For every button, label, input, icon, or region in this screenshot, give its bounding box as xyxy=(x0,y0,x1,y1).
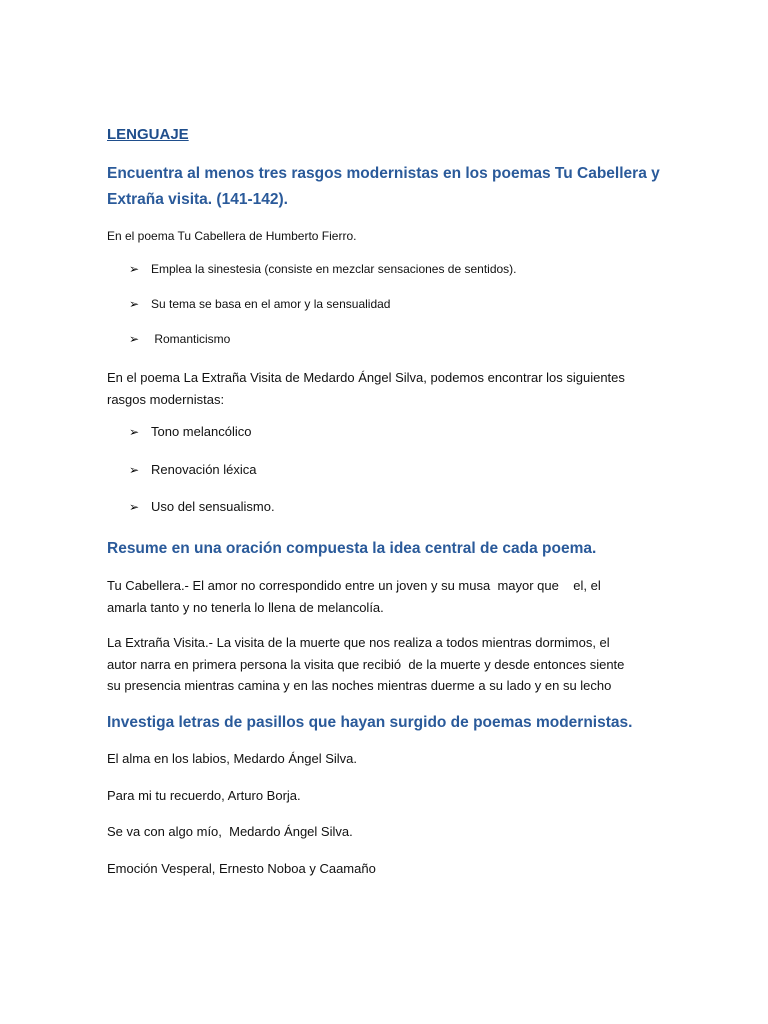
bullet-item xyxy=(129,332,230,346)
section1-heading xyxy=(107,161,667,213)
p2-line1: La Extraña Visita.- La visita de la muerte que nos realiza a todos mientras dormimos, el xyxy=(107,635,610,650)
p2-line2: autor narra en primera persona la visita que recibió de la muerte y desde entonces siente xyxy=(107,656,625,672)
bullet-text: Emplea la sinestesia (consiste en mezclar sensaciones de sentidos). xyxy=(151,262,517,276)
bullet-item xyxy=(129,262,517,276)
section1-intro1: En el poema Tu Cabellera de Humberto Fierro. xyxy=(107,229,357,243)
section2-paragraph1 xyxy=(107,575,667,618)
pasillo-item: Para mi tu recuerdo, Arturo Borja. xyxy=(107,788,301,803)
section1-heading-line2: Extraña visita. (141-142). xyxy=(107,191,288,208)
bullet-text: Uso del sensualismo. xyxy=(151,499,275,514)
pasillo-item: Emoción Vesperal, Ernesto Noboa y Caamaño xyxy=(107,861,376,876)
section2-heading: Resume en una oración compuesta la idea central de cada poema. xyxy=(107,540,597,557)
section1-intro2 xyxy=(107,367,667,410)
bullet-text: Romanticismo xyxy=(151,332,231,346)
arrow-bullet-icon: ➢ xyxy=(129,463,140,477)
p1-line2: amarla tanto y no tenerla lo llena de melancolía. xyxy=(107,599,384,615)
p1-line1: Tu Cabellera.- El amor no correspondido entre un joven y su musa mayor que el, el xyxy=(107,578,601,593)
section2-paragraph2 xyxy=(107,632,667,697)
bullet-text: Renovación léxica xyxy=(151,462,257,477)
arrow-bullet-icon: ➢ xyxy=(129,500,140,514)
section1-heading-line1: Encuentra al menos tres rasgos modernistas en los poemas Tu Cabellera y xyxy=(107,165,660,182)
pasillo-item: Se va con algo mío, Medardo Ángel Silva. xyxy=(107,824,353,839)
section3-heading: Investiga letras de pasillos que hayan surgido de poemas modernistas. xyxy=(107,714,633,731)
bullet-text: Tono melancólico xyxy=(151,424,252,439)
arrow-bullet-icon: ➢ xyxy=(129,262,140,276)
document-title: LENGUAJE xyxy=(107,126,189,143)
bullet-item xyxy=(129,499,275,514)
bullet-text: Su tema se basa en el amor y la sensualidad xyxy=(151,297,391,311)
arrow-bullet-icon: ➢ xyxy=(129,297,140,311)
p2-line3: su presencia mientras camina y en las noches mientras duerme a su lado y en su lecho xyxy=(107,678,612,693)
intro2-line2: rasgos modernistas: xyxy=(107,391,225,407)
arrow-bullet-icon: ➢ xyxy=(129,425,140,439)
bullet-item xyxy=(129,424,251,439)
bullet-item xyxy=(129,462,257,477)
pasillo-item: El alma en los labios, Medardo Ángel Silva. xyxy=(107,751,358,766)
bullet-item xyxy=(129,297,390,311)
arrow-bullet-icon: ➢ xyxy=(129,332,140,346)
intro2-line1: En el poema La Extraña Visita de Medardo Ángel Silva, podemos encontrar los siguientes xyxy=(107,370,625,385)
